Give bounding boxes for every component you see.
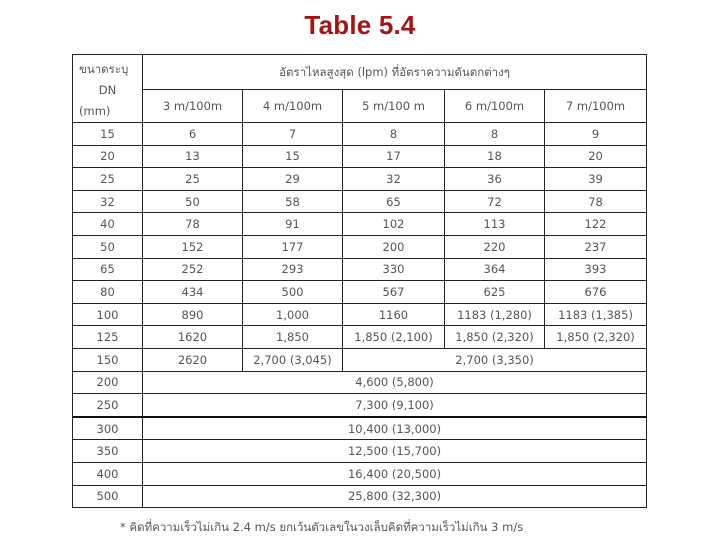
table-row-dn-250 xyxy=(73,394,647,417)
value-cell: 78 xyxy=(545,190,647,213)
slope-header-4: 4 m/100m xyxy=(243,89,343,123)
dn-header-line3: (mm) xyxy=(79,104,111,118)
value-cell: 32 xyxy=(343,168,445,191)
value-cell: 72 xyxy=(445,190,545,213)
value-cell: 293 xyxy=(243,258,343,281)
table-row-dn-300 xyxy=(73,417,647,440)
value-cell: 9 xyxy=(545,123,647,146)
value-cell: 1620 xyxy=(143,326,243,349)
value-cell: 91 xyxy=(243,213,343,236)
value-cell: 29 xyxy=(243,168,343,191)
table-row-dn-20 xyxy=(73,145,647,168)
table-row-dn-200 xyxy=(73,371,647,394)
dn-cell: 500 xyxy=(73,485,143,508)
value-cell: 1160 xyxy=(343,303,445,326)
page-title: Table 5.4 xyxy=(304,10,416,40)
dn-cell: 150 xyxy=(73,348,143,371)
value-cell: 1,850 (2,100) xyxy=(343,326,445,349)
dn-cell: 65 xyxy=(73,258,143,281)
value-cell: 50 xyxy=(143,190,243,213)
dn-cell: 200 xyxy=(73,371,143,394)
table-row-dn-150 xyxy=(73,348,647,371)
value-cell: 15 xyxy=(243,145,343,168)
value-cell: 177 xyxy=(243,235,343,258)
dn-cell: 80 xyxy=(73,281,143,304)
dn-header xyxy=(73,55,143,123)
value-cell: 1,850 (2,320) xyxy=(445,326,545,349)
dn-cell: 20 xyxy=(73,145,143,168)
value-cell-merged: 10,400 (13,000) xyxy=(143,417,647,440)
value-cell: 1183 (1,385) xyxy=(545,303,647,326)
value-cell: 200 xyxy=(343,235,445,258)
value-cell: 330 xyxy=(343,258,445,281)
value-cell: 17 xyxy=(343,145,445,168)
value-cell: 78 xyxy=(143,213,243,236)
dn-cell: 350 xyxy=(73,440,143,463)
value-cell: 1,850 (2,320) xyxy=(545,326,647,349)
slope-header-6: 6 m/100m xyxy=(445,89,545,123)
table-row-dn-80 xyxy=(73,281,647,304)
value-cell: 220 xyxy=(445,235,545,258)
table-row-dn-100 xyxy=(73,303,647,326)
value-cell: 237 xyxy=(545,235,647,258)
value-cell: 890 xyxy=(143,303,243,326)
value-cell: 1,850 xyxy=(243,326,343,349)
value-cell: 58 xyxy=(243,190,343,213)
pipe-flow-table-container xyxy=(72,54,646,508)
flow-group-header: อัตราไหลสูงสุด (lpm) ที่อัตราความดันตกต่างๆ xyxy=(143,55,647,90)
value-cell-merged: 12,500 (15,700) xyxy=(143,440,647,463)
value-cell: 434 xyxy=(143,281,243,304)
table-row-dn-15 xyxy=(73,123,647,146)
value-cell: 25 xyxy=(143,168,243,191)
header-row-2 xyxy=(73,89,647,123)
slope-header-7: 7 m/100m xyxy=(545,89,647,123)
value-cell: 7 xyxy=(243,123,343,146)
value-cell: 625 xyxy=(445,281,545,304)
value-cell: 113 xyxy=(445,213,545,236)
table-row-dn-50 xyxy=(73,235,647,258)
value-cell-merged: 25,800 (32,300) xyxy=(143,485,647,508)
value-cell: 8 xyxy=(445,123,545,146)
dn-cell: 50 xyxy=(73,235,143,258)
value-cell: 122 xyxy=(545,213,647,236)
value-cell: 364 xyxy=(445,258,545,281)
table-row-dn-65 xyxy=(73,258,647,281)
value-cell: 18 xyxy=(445,145,545,168)
table-row-dn-400 xyxy=(73,462,647,485)
value-cell: 20 xyxy=(545,145,647,168)
table-row-dn-40 xyxy=(73,213,647,236)
footnote: * คิดที่ความเร็วไม่เกิน 2.4 m/s ยกเว้นตัวเลขในวงเล็บคิดที่ความเร็วไม่เกิน 3 m/s xyxy=(120,520,524,534)
value-cell: 6 xyxy=(143,123,243,146)
value-cell: 152 xyxy=(143,235,243,258)
value-cell: 1,000 xyxy=(243,303,343,326)
dn-header-line1: ขนาดระบุ xyxy=(79,62,129,76)
slope-header-5: 5 m/100 m xyxy=(343,89,445,123)
value-cell: 676 xyxy=(545,281,647,304)
table-row-dn-350 xyxy=(73,440,647,463)
value-cell: 39 xyxy=(545,168,647,191)
dn-cell: 32 xyxy=(73,190,143,213)
value-cell: 567 xyxy=(343,281,445,304)
value-cell: 65 xyxy=(343,190,445,213)
table-row-dn-32 xyxy=(73,190,647,213)
dn-cell: 15 xyxy=(73,123,143,146)
value-cell: 8 xyxy=(343,123,445,146)
value-cell: 36 xyxy=(445,168,545,191)
dn-cell: 400 xyxy=(73,462,143,485)
table-row-dn-500 xyxy=(73,485,647,508)
value-cell: 1183 (1,280) xyxy=(445,303,545,326)
value-cell-merged: 2,700 (3,350) xyxy=(343,348,647,371)
dn-cell: 25 xyxy=(73,168,143,191)
dn-cell: 40 xyxy=(73,213,143,236)
dn-cell: 300 xyxy=(73,417,143,440)
value-cell: 252 xyxy=(143,258,243,281)
value-cell: 393 xyxy=(545,258,647,281)
value-cell-merged: 4,600 (5,800) xyxy=(143,371,647,394)
table-row-dn-125 xyxy=(73,326,647,349)
value-cell: 13 xyxy=(143,145,243,168)
dn-header-line2: DN xyxy=(98,83,117,97)
value-cell-merged: 16,400 (20,500) xyxy=(143,462,647,485)
value-cell: 2,700 (3,045) xyxy=(243,348,343,371)
dn-cell: 100 xyxy=(73,303,143,326)
value-cell: 500 xyxy=(243,281,343,304)
value-cell-merged: 7,300 (9,100) xyxy=(143,394,647,417)
dn-cell: 250 xyxy=(73,394,143,417)
header-row-1 xyxy=(73,55,647,90)
value-cell: 102 xyxy=(343,213,445,236)
pipe-flow-table xyxy=(72,54,647,508)
table-row-dn-25 xyxy=(73,168,647,191)
dn-cell: 125 xyxy=(73,326,143,349)
value-cell: 2620 xyxy=(143,348,243,371)
slope-header-3: 3 m/100m xyxy=(143,89,243,123)
